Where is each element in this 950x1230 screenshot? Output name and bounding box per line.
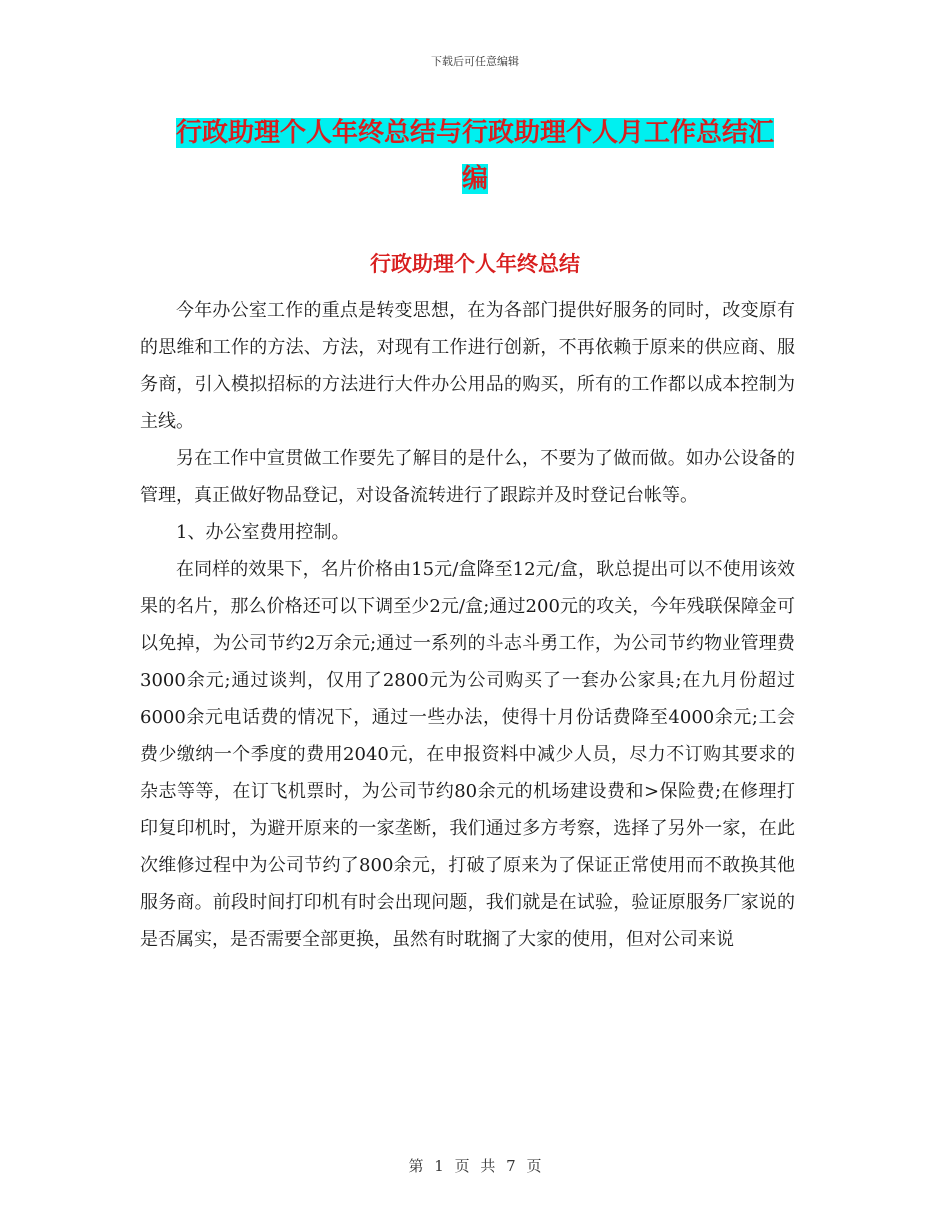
header-note: 下载后可任意编辑 <box>431 55 519 68</box>
document-body <box>140 292 795 958</box>
document-title <box>140 110 810 202</box>
document-title-line-1: 行政助理个人年终总结与行政助理个人月工作总结汇 <box>175 118 774 148</box>
paragraph: 另在工作中宣贯做工作要先了解目的是什么，不要为了做而做。如办公设备的管理，真正做好物品登记，对设备流转进行了跟踪并及时登记台帐等。 <box>140 448 795 506</box>
paragraph: 在同样的效果下，名片价格由15元/盒降至12元/盒，耿总提出可以不使用该效果的名片，那么价格还可以下调至少2元/盒;通过200元的攻关，今年残联保障金可以免掉，为公司节约2万余元;通过一系列的斗志斗勇工作，为公司节约物业管理费3000余元;通过谈判，仅用了2800元为公司购买了一套办公家具;在九月份超过6000余元电话费的情况下，通过一些办法，使得十月份话费降至4000余元;工会费少缴纳一个季度的费用2040元，在申报资料中减少人员，尽力不订购其要求的杂志等等，在订飞机票时，为公司节约80余元的机场建设费和>保险费;在修理打印复印机时，为避开原来的一家垄断，我们通过多方考察，选择了另外一家，在此次维修过程中为公司节约了800余元，打破了原来为了保证正常使用而不敢换其他服务商。前段时间打印机有时会出现问题，我们就是在试验，验证原服务厂家说的是否属实，是否需要全部更换，虽然有时耽搁了大家的使用，但对公司来说 <box>140 559 795 950</box>
page-number: 第 1 页 共 7 页 <box>408 1157 542 1175</box>
paragraph: 今年办公室工作的重点是转变思想，在为各部门提供好服务的同时，改变原有的思维和工作的方法、方法，对现有工作进行创新，不再依赖于原来的供应商、服务商，引入模拟招标的方法进行大件办公用品的购买，所有的工作都以成本控制为主线。 <box>140 300 795 432</box>
document-title-line-2: 编 <box>461 164 488 194</box>
section-title: 行政助理个人年终总结 <box>370 251 580 276</box>
paragraph: 1、办公室费用控制。 <box>176 522 350 543</box>
